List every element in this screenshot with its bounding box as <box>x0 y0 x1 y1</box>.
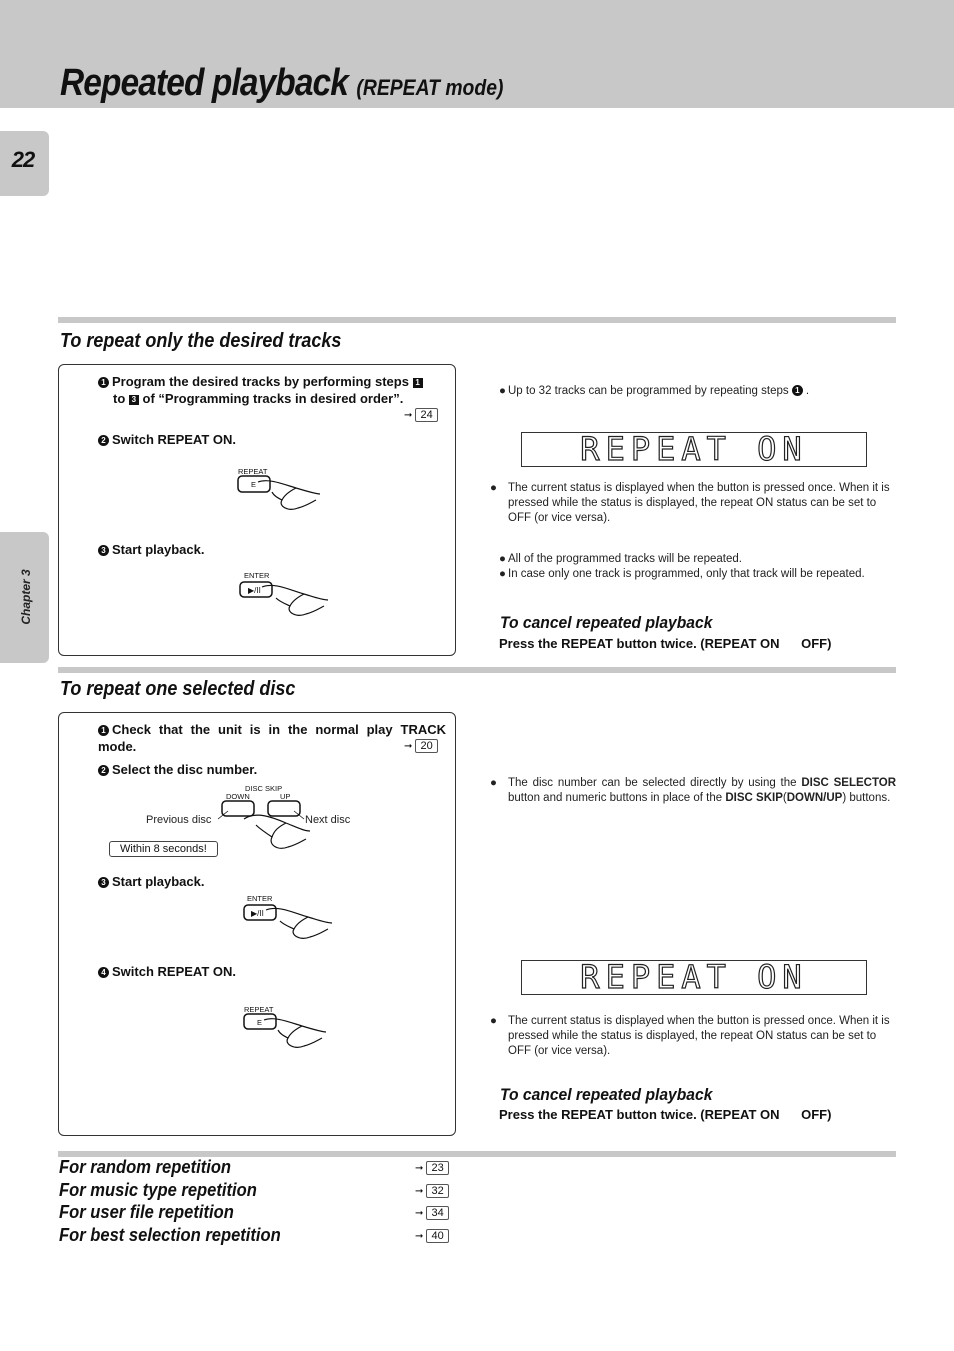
step-ref-3-icon: 3 <box>129 395 139 405</box>
repeat-button-label: REPEAT <box>244 1005 274 1014</box>
step-number-1-icon: 1 <box>98 377 109 388</box>
step-number-3-icon: 3 <box>98 877 109 888</box>
page-ref-34[interactable]: ➞ 34 <box>415 1206 449 1220</box>
page-title: Repeated playback (REPEAT mode) <box>60 62 504 104</box>
cancel-heading-1: To cancel repeated playback <box>500 613 713 632</box>
play-pause-glyph: ▶/II <box>248 586 261 595</box>
section-heading-selected-disc: To repeat one selected disc <box>60 678 296 700</box>
cancel-instruction-1: Press the REPEAT button twice. (REPEAT ON OFF) <box>499 636 832 651</box>
next-disc-label: Next disc <box>305 814 351 826</box>
chapter-label: Chapter 3 <box>19 569 33 625</box>
page-ref-40[interactable]: ➞ 40 <box>415 1229 449 1243</box>
page-number: 22 <box>11 147 35 172</box>
page-subtitle: (REPEAT mode) <box>356 75 504 100</box>
page-ref-23[interactable]: ➞ 23 <box>415 1161 449 1175</box>
step-number-4-icon: 4 <box>98 967 109 978</box>
page-ref-20[interactable]: ➞ 20 <box>404 739 438 753</box>
step-2-switch-repeat: 2 Switch REPEAT ON. <box>98 431 236 448</box>
note-current-status: ● The current status is displayed when the button is pressed once. When it is pressed while the status is displayed, the repeat ON status can be set to OFF (or vice versa). <box>490 482 890 524</box>
note-disc-selector: ● The disc number can be selected directly by using the DISC SELECTOR button and numeric buttons in place of the DISC SKIP(DOWN/UP) buttons. <box>490 777 897 804</box>
step-number-2-icon: 2 <box>98 435 109 446</box>
step-3-start-playback: 3 Start playback. <box>98 541 205 558</box>
step-ref-1-icon: 1 <box>413 378 423 388</box>
step-1-check-track-mode: 1 Check that the unit is in the normal play TRACK mode. <box>98 722 446 754</box>
section-divider <box>58 317 896 323</box>
note-one-track: ● In case only one track is programmed, only that track will be repeated. <box>499 568 865 580</box>
repeat-key-glyph: E <box>251 480 257 489</box>
related-best-selection-repetition: For best selection repetition <box>59 1225 281 1245</box>
within-8-seconds-badge: Within 8 seconds! <box>109 841 218 857</box>
repeat-on-display: REPEAT ON <box>521 432 867 467</box>
hand-press-icon <box>222 801 332 856</box>
step-4-switch-repeat: 4 Switch REPEAT ON. <box>98 963 236 980</box>
step-number-1-icon: 1 <box>792 385 803 396</box>
note-all-programmed: ● All of the programmed tracks will be repeated. <box>499 553 742 565</box>
step-number-3-icon: 3 <box>98 545 109 556</box>
step-2-select-disc: 2 Select the disc number. <box>98 761 257 778</box>
disc-skip-down-label: DOWN <box>226 792 250 801</box>
related-random-repetition: For random repetition <box>59 1157 232 1177</box>
play-pause-glyph: ▶/II <box>251 909 264 918</box>
step-number-1-icon: 1 <box>98 725 109 736</box>
cancel-instruction-2: Press the REPEAT button twice. (REPEAT ON OFF) <box>499 1107 832 1122</box>
disc-skip-buttons[interactable] <box>222 801 332 861</box>
section-heading-desired-tracks: To repeat only the desired tracks <box>60 330 342 352</box>
section-divider <box>58 667 896 673</box>
note-current-status: ● The current status is displayed when the button is pressed once. When it is pressed while the status is displayed, the repeat ON status can be set to OFF (or vice versa). <box>490 1015 890 1057</box>
enter-button-label: ENTER <box>247 894 273 903</box>
repeat-button-label: REPEAT <box>238 467 268 476</box>
previous-disc-label: Previous disc <box>146 814 212 826</box>
related-music-type-repetition: For music type repetition <box>59 1180 257 1200</box>
step-3-start-playback: 3 Start playback. <box>98 873 205 890</box>
step-1-program-tracks: 1 Program the desired tracks by performing steps 1 to 3 of “Programming tracks in desired order”. <box>98 373 446 407</box>
repeat-on-display: REPEAT ON <box>521 960 867 995</box>
page-ref-32[interactable]: ➞ 32 <box>415 1184 449 1198</box>
disc-skip-up-label: UP <box>280 792 291 801</box>
page-ref-24[interactable]: ➞ 24 <box>404 408 438 422</box>
related-user-file-repetition: For user file repetition <box>59 1202 234 1222</box>
disc-skip-label: DISC SKIP <box>245 784 283 793</box>
repeat-key-glyph: E <box>257 1018 263 1027</box>
enter-button-label: ENTER <box>244 571 270 580</box>
cancel-heading-2: To cancel repeated playback <box>500 1085 713 1104</box>
step-number-2-icon: 2 <box>98 765 109 776</box>
note-up-to-32-tracks: ● Up to 32 tracks can be programmed by repeating steps 1 . <box>499 385 810 397</box>
